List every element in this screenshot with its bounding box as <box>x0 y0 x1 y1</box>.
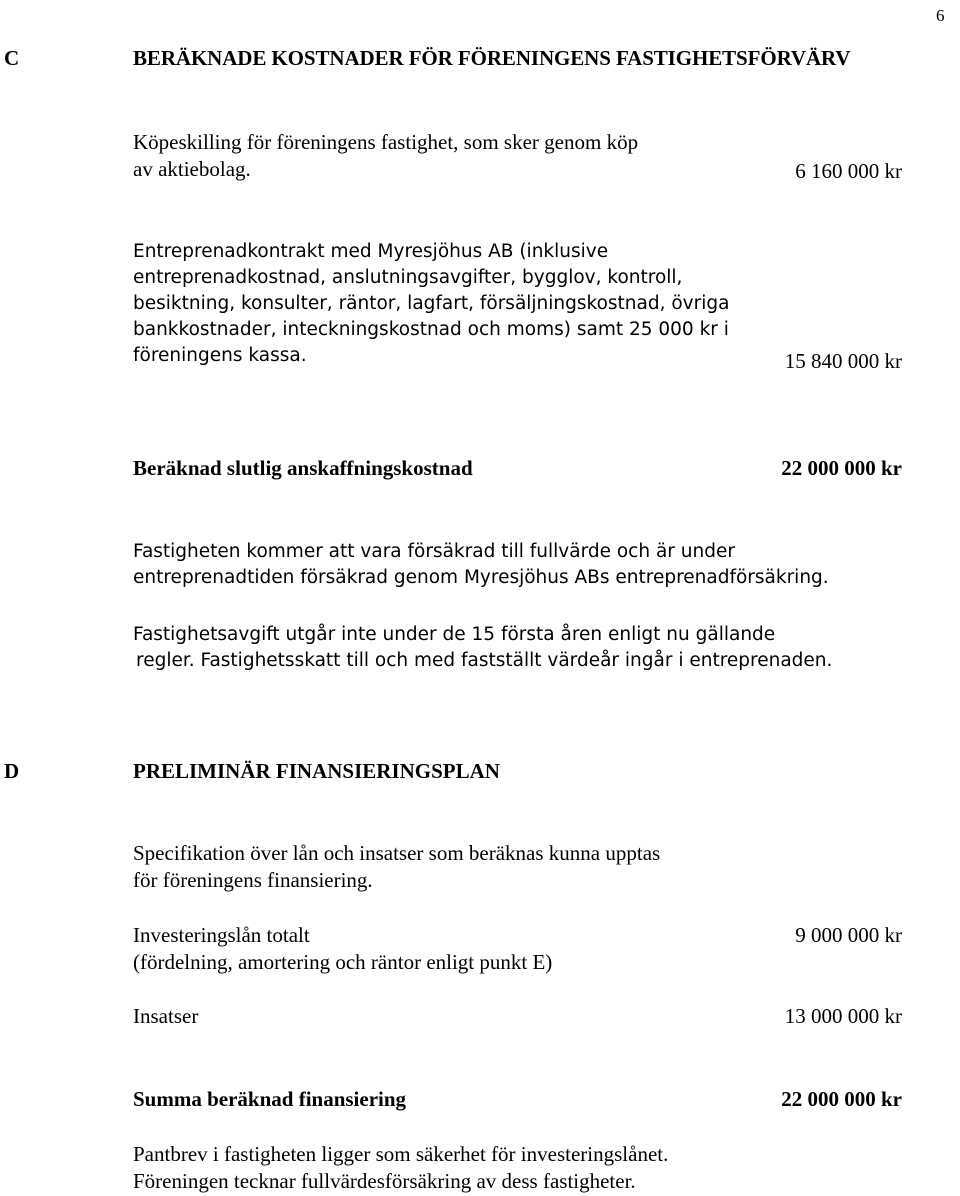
financing-intro-line2: för föreningens finansiering. <box>133 868 373 892</box>
acquisition-total-label: Beräknad slutlig anskaffningskostnad <box>133 456 473 480</box>
acquisition-total-amount: 22 000 000 kr <box>781 456 902 480</box>
section-d-letter: D <box>4 759 20 783</box>
purchase-text-line1: Köpeskilling för föreningens fastighet, som sker genom köp <box>133 130 639 154</box>
financing-total-amount: 22 000 000 kr <box>781 1087 902 1111</box>
financing-total-label: Summa beräknad finansiering <box>133 1087 407 1111</box>
section-d-title: PRELIMINÄR FINANSIERINGSPLAN <box>133 759 500 783</box>
contract-text-line1: Entreprenadkontrakt med Myresjöhus AB (inklusive <box>133 241 609 262</box>
purchase-text-line2: av aktiebolag. <box>133 157 251 181</box>
contract-text-line5: föreningens kassa. <box>133 345 307 366</box>
section-c-title: BERÄKNADE KOSTNADER FÖR FÖRENINGENS FASTIGHETSFÖRVÄRV <box>133 46 851 70</box>
contract-text-line4: bankkostnader, inteckningskostnad och moms) samt 25 000 kr i <box>133 319 729 340</box>
deposits-amount: 13 000 000 kr <box>784 1004 902 1028</box>
footer-line2: Föreningen tecknar fullvärdesförsäkring av dess fastigheter. <box>133 1169 636 1193</box>
loan-text-line2: (fördelning, amortering och räntor enligt punkt E) <box>133 950 553 974</box>
insurance-text-line2: entreprenadtiden försäkrad genom Myresjöhus ABs entreprenadförsäkring. <box>133 567 829 588</box>
contract-text-line2: entreprenadkostnad, anslutningsavgifter, bygglov, kontroll, <box>133 267 683 288</box>
contract-amount: 15 840 000 kr <box>784 349 902 373</box>
loan-amount: 9 000 000 kr <box>795 923 902 947</box>
page-number: 6 <box>936 6 945 25</box>
financing-intro-line1: Specifikation över lån och insatser som beräknas kunna upptas <box>133 841 661 865</box>
footer-line1: Pantbrev i fastigheten ligger som säkerhet för investeringslånet. <box>133 1142 669 1166</box>
contract-text-line3: besiktning, konsulter, räntor, lagfart, försäljningskostnad, övriga <box>133 293 730 314</box>
purchase-amount: 6 160 000 kr <box>795 159 902 183</box>
insurance-text-line1: Fastigheten kommer att vara försäkrad till fullvärde och är under <box>133 541 735 562</box>
section-c-letter: C <box>4 46 20 70</box>
tax-text-line1: Fastighetsavgift utgår inte under de 15 första åren enligt nu gällande <box>133 624 776 645</box>
tax-text-line2: regler. Fastighetsskatt till och med fastställt värdeår ingår i entreprenaden. <box>136 650 833 671</box>
loan-text-line1: Investeringslån totalt <box>133 923 310 947</box>
deposits-label: Insatser <box>133 1004 199 1028</box>
